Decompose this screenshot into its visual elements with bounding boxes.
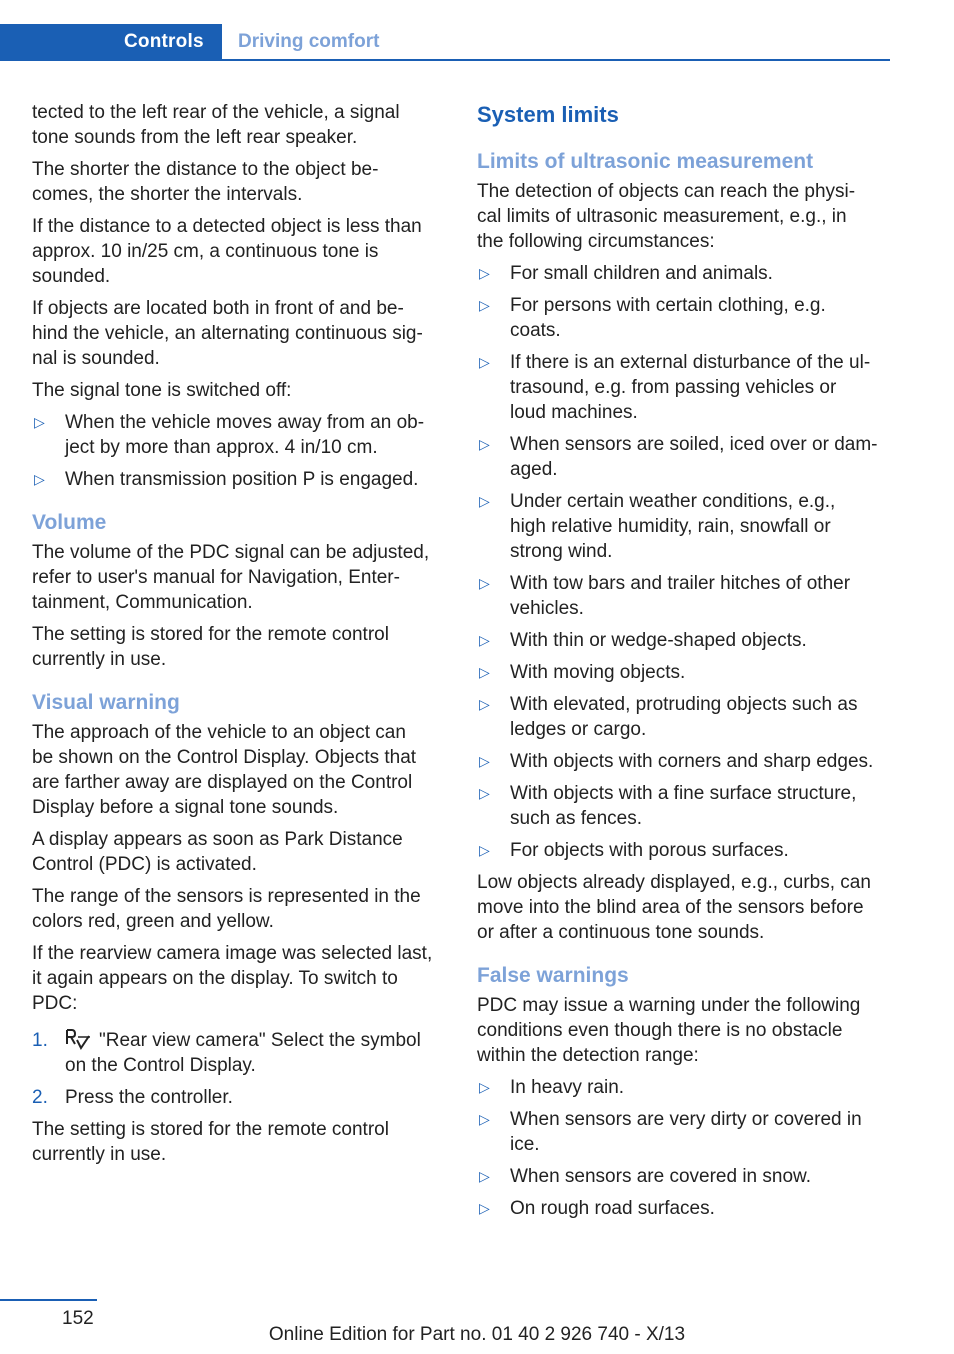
text-line: The signal tone is switched off: xyxy=(32,380,292,401)
text-line: With thin or wedge-shaped objects. xyxy=(510,630,807,651)
text-line: When sensors are very dirty or covered in xyxy=(510,1109,862,1130)
text-line: With elevated, protruding objects such as xyxy=(510,694,858,715)
paragraph xyxy=(32,378,446,403)
text-line: tainment, Communication. xyxy=(32,592,253,613)
heading-ultrasonic-limits: Limits of ultrasonic measurement xyxy=(477,150,814,173)
text-line: ject by more than approx. 4 in/10 cm. xyxy=(65,437,378,458)
paragraph xyxy=(32,540,446,615)
text-line: When sensors are covered in snow. xyxy=(510,1166,811,1187)
text-line: If there is an external disturbance of the ul- xyxy=(510,352,871,373)
text-line: With objects with a fine surface structure, xyxy=(510,783,857,804)
list-item xyxy=(477,489,893,564)
text-line: With tow bars and trailer hitches of other xyxy=(510,573,851,594)
text-line: sounded. xyxy=(32,266,111,287)
paragraph xyxy=(32,1117,446,1167)
text-line: The volume of the PDC signal can be adjusted, xyxy=(32,542,430,563)
text-line: tone sounds from the left rear speaker. xyxy=(32,127,358,148)
heading-visual-warning: Visual warning xyxy=(32,691,180,714)
text-line: comes, the shorter the intervals. xyxy=(32,184,303,205)
bullet-triangle-icon: ▷ xyxy=(479,753,490,769)
list-item xyxy=(477,293,893,343)
header-rule xyxy=(222,59,890,61)
text-line: trasound, e.g. from passing vehicles or xyxy=(510,377,837,398)
text-line: Control (PDC) is activated. xyxy=(32,854,257,875)
step-item xyxy=(32,1085,446,1110)
text-line: refer to user's manual for Navigation, Enter- xyxy=(32,567,400,588)
text-line: such as fences. xyxy=(510,808,643,829)
numbered-steps xyxy=(32,1028,446,1110)
text-line: With moving objects. xyxy=(510,662,686,683)
text-line: The approach of the vehicle to an object can xyxy=(32,722,406,743)
bullet-triangle-icon: ▷ xyxy=(479,664,490,680)
text-line: PDC may issue a warning under the following xyxy=(477,995,861,1016)
text-line: vehicles. xyxy=(510,598,584,619)
paragraph xyxy=(32,214,446,289)
bullet-triangle-icon: ▷ xyxy=(479,632,490,648)
text-line: loud machines. xyxy=(510,402,638,423)
step-number: 1. xyxy=(32,1030,48,1051)
bullet-triangle-icon: ▷ xyxy=(34,471,45,487)
bullet-triangle-icon: ▷ xyxy=(479,265,490,281)
left-column xyxy=(32,100,446,1174)
text-line: ledges or cargo. xyxy=(510,719,647,740)
list-item xyxy=(32,410,446,460)
text-line: aged. xyxy=(510,459,558,480)
text-line: If the rearview camera image was selected last, xyxy=(32,943,433,964)
paragraph xyxy=(32,157,446,207)
text-line: When sensors are soiled, iced over or dam- xyxy=(510,434,878,455)
list-item xyxy=(477,432,893,482)
text-line: high relative humidity, rain, snowfall or xyxy=(510,516,831,537)
bullet-triangle-icon: ▷ xyxy=(479,696,490,712)
text-line: A display appears as soon as Park Distance xyxy=(32,829,403,850)
bullet-triangle-icon: ▷ xyxy=(479,575,490,591)
text-line: within the detection range: xyxy=(477,1045,699,1066)
text-line: The setting is stored for the remote control xyxy=(32,1119,389,1140)
text-line: or after a continuous tone sounds. xyxy=(477,922,765,943)
text-line: On rough road surfaces. xyxy=(510,1198,715,1219)
text-line: When transmission position P is engaged. xyxy=(65,469,419,490)
text-line: The range of the sensors is represented in the xyxy=(32,886,421,907)
heading-system-limits: System limits xyxy=(477,102,619,127)
list-item xyxy=(477,1107,893,1157)
list-item xyxy=(477,781,893,831)
text-line: Press the controller. xyxy=(65,1087,233,1108)
rear-view-camera-icon xyxy=(65,1028,93,1050)
text-line: The setting is stored for the remote control xyxy=(32,624,389,645)
text-line: For small children and animals. xyxy=(510,263,773,284)
bullet-triangle-icon: ▷ xyxy=(479,1111,490,1127)
list-item xyxy=(477,838,893,863)
text-line: hind the vehicle, an alternating continuous sig- xyxy=(32,323,423,344)
list-item xyxy=(477,1075,893,1100)
bullet-list xyxy=(477,1075,893,1221)
text-line: coats. xyxy=(510,320,561,341)
text-line: be shown on the Control Display. Objects that xyxy=(32,747,417,768)
list-item xyxy=(477,628,893,653)
text-line: nal is sounded. xyxy=(32,348,160,369)
list-item xyxy=(477,1164,893,1189)
text-line: the following circumstances: xyxy=(477,231,715,252)
text-line: colors red, green and yellow. xyxy=(32,911,274,932)
heading-volume: Volume xyxy=(32,511,107,534)
paragraph xyxy=(32,827,446,877)
text-line: If objects are located both in front of and be- xyxy=(32,298,404,319)
text-line: "Rear view camera" Select the symbol xyxy=(99,1030,421,1051)
list-item xyxy=(477,749,893,774)
bullet-triangle-icon: ▷ xyxy=(479,785,490,801)
page-number: 152 xyxy=(62,1308,94,1329)
heading-false-warnings: False warnings xyxy=(477,964,629,987)
list-item xyxy=(32,467,446,492)
text-line: In heavy rain. xyxy=(510,1077,625,1098)
text-line: approx. 10 in/25 cm, a continuous tone is xyxy=(32,241,379,262)
paragraph xyxy=(477,870,893,945)
list-item xyxy=(477,660,893,685)
list-item xyxy=(477,692,893,742)
text-line: tected to the left rear of the vehicle, a signal xyxy=(32,102,400,123)
text-line: cal limits of ultrasonic measurement, e.g., in xyxy=(477,206,847,227)
text-line: Under certain weather conditions, e.g., xyxy=(510,491,836,512)
paragraph xyxy=(32,941,446,1016)
text-line: currently in use. xyxy=(32,1144,167,1165)
bullet-triangle-icon: ▷ xyxy=(479,842,490,858)
paragraph xyxy=(477,179,893,254)
paragraph xyxy=(477,993,893,1068)
list-item xyxy=(477,261,893,286)
text-line: With objects with corners and sharp edges. xyxy=(510,751,874,772)
text-line: on the Control Display. xyxy=(65,1055,256,1076)
section-tab-driving-comfort: Driving comfort xyxy=(238,31,380,52)
bullet-triangle-icon: ▷ xyxy=(34,414,45,430)
bullet-triangle-icon: ▷ xyxy=(479,297,490,313)
right-column xyxy=(477,100,893,1228)
step-item xyxy=(32,1028,446,1078)
edition-footer: Online Edition for Part no. 01 40 2 926 740 - X/13 xyxy=(268,1324,686,1345)
text-line: Display before a signal tone sounds. xyxy=(32,797,339,818)
paragraph xyxy=(32,296,446,371)
list-item xyxy=(477,1196,893,1221)
text-line: currently in use. xyxy=(32,649,167,670)
text-line: The detection of objects can reach the physi- xyxy=(477,181,856,202)
step-number: 2. xyxy=(32,1087,48,1108)
bullet-list xyxy=(32,410,446,492)
text-line: move into the blind area of the sensors before xyxy=(477,897,864,918)
text-line: Low objects already displayed, e.g., curbs, can xyxy=(477,872,871,893)
text-line: For objects with porous surfaces. xyxy=(510,840,789,861)
bullet-triangle-icon: ▷ xyxy=(479,436,490,452)
footer-rule xyxy=(0,1299,97,1301)
paragraph xyxy=(32,100,446,150)
list-item xyxy=(477,571,893,621)
paragraph xyxy=(32,622,446,672)
text-line: The shorter the distance to the object be- xyxy=(32,159,379,180)
bullet-triangle-icon: ▷ xyxy=(479,354,490,370)
bullet-triangle-icon: ▷ xyxy=(479,1168,490,1184)
text-line: ice. xyxy=(510,1134,540,1155)
text-line: strong wind. xyxy=(510,541,613,562)
list-item xyxy=(477,350,893,425)
text-line: If the distance to a detected object is less than xyxy=(32,216,422,237)
text-line: When the vehicle moves away from an ob- xyxy=(65,412,425,433)
chapter-tab-controls: Controls xyxy=(124,31,204,52)
paragraph xyxy=(32,884,446,934)
bullet-triangle-icon: ▷ xyxy=(479,1079,490,1095)
text-line: For persons with certain clothing, e.g. xyxy=(510,295,826,316)
text-line: conditions even though there is no obstacle xyxy=(477,1020,843,1041)
text-line: are farther away are displayed on the Control xyxy=(32,772,413,793)
paragraph xyxy=(32,720,446,820)
text-line: PDC: xyxy=(32,993,78,1014)
bullet-list xyxy=(477,261,893,863)
bullet-triangle-icon: ▷ xyxy=(479,1200,490,1216)
bullet-triangle-icon: ▷ xyxy=(479,493,490,509)
text-line: it again appears on the display. To switch to xyxy=(32,968,398,989)
